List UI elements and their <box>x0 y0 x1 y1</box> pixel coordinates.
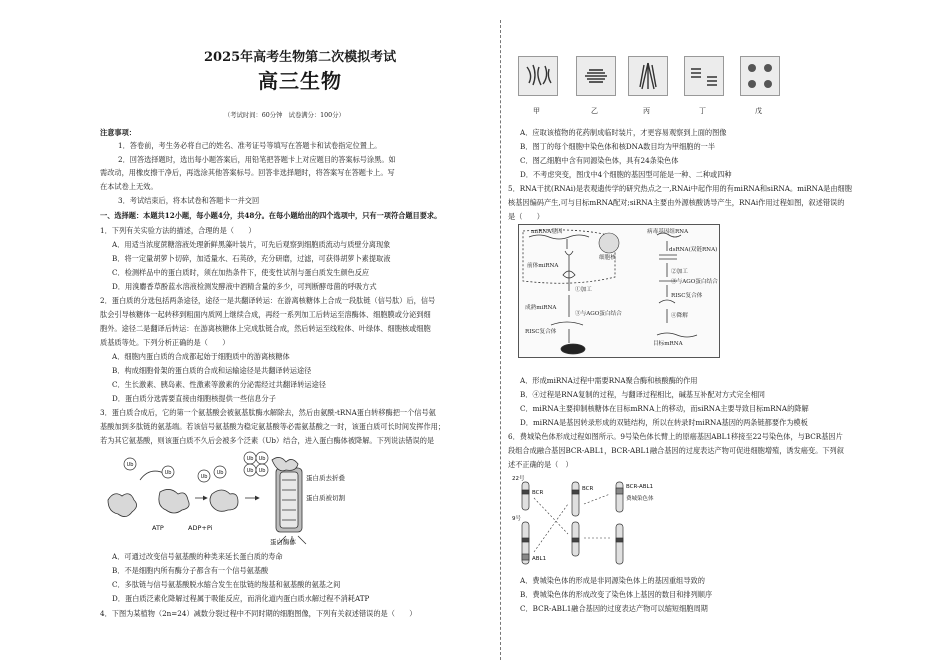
q3-option-b: B．不是细胞内所有酶分子都含有一个信号氨基酸 <box>112 566 269 575</box>
q3-stem-line: 基酸加到多肽链的氨基端。若该信号氨基酸为稳定氨基酸等必需氨基酸之一时，该蛋白质可长时间发挥作用； <box>100 422 446 431</box>
q5-option-b: B．④过程是RNA复制的过程，与翻译过程相比，碱基互补配对方式完全相同 <box>520 390 765 399</box>
cut-label: 蛋白质被切割 <box>306 494 345 502</box>
q4-option-c: C．图乙细胞中含有同源染色体，具有24条染色体 <box>520 156 679 165</box>
chr22-label: 22号 <box>512 476 525 482</box>
q4-option-b: B．图丁的每个细胞中染色体和核DNA数目均为甲细胞的一半 <box>520 142 716 151</box>
q3-stem-line: 3．蛋白质合成后，它的第一个氨基酸会被氨基肽酶水解除去，然后由氨酰-tRNA蛋白转移酶把一个信号氨 <box>100 408 436 417</box>
q5-option-c: C．miRNA主要抑制核糖体在目标mRNA上的移动，而siRNA主要导致目标mRNA的降解 <box>520 404 809 413</box>
q2-stem-line: 2．蛋白质的分选包括两条途径，途径一是共翻译转运：在游离核糖体上合成一段肽链（信号肽）后，信号 <box>100 296 436 305</box>
stage-label-bing: 丙 <box>643 107 650 115</box>
stage-image-yi <box>576 56 616 96</box>
q3-option-c: C．多肽链与信号氨基酸脱水缩合发生在肽链的羧基和氨基酸的氨基之间 <box>112 580 341 589</box>
ago-label: ③与AGO蛋白结合 <box>575 311 622 317</box>
q6-stem-line: 6．费城染色体形成过程如图所示。9号染色体长臂上的原癌基因ABL1移接至22号染色体，与BCR基因片 <box>508 432 843 441</box>
subject-title: 高三生物 <box>258 69 342 93</box>
pre-mirna-label: 前体miRNA <box>527 263 559 269</box>
ub-label: Ub <box>258 468 266 474</box>
note-line: 3．考试结束后，将本试卷和答题卡一并交回 <box>118 196 260 205</box>
ago2-label: ③与AGO蛋白结合 <box>671 279 718 285</box>
q2-option-a: A．细胞内蛋白质的合成都起始于细胞质中的游离核糖体 <box>112 352 290 361</box>
note-line: 2．回答选择题时，选出每小题答案后，用铅笔把答题卡上对应题目的答案标号涂黑。如 <box>118 155 396 164</box>
ubiquitin-proteasome-figure <box>100 450 360 546</box>
q5-stem-line: 5．RNA干扰(RNAi)是表观遗传学的研究热点之一,RNAi中起作用的有miRNA和siRNA。miRNA是由细胞 <box>508 184 852 193</box>
ub-label: Ub <box>126 462 134 468</box>
target-mrna-label: 目标mRNA <box>653 341 683 347</box>
ub-label: Ub <box>200 474 208 480</box>
unfold-label: 蛋白质去折叠 <box>306 474 345 482</box>
stage-image-bing <box>628 56 668 96</box>
q1-option-c: C．检测样品中的蛋白质时，须在加热条件下，使变性试剂与蛋白质发生颜色反应 <box>112 268 370 277</box>
section-heading: 一、选择题：本题共12小题，每小题4分，共48分。在每小题给出的四个选项中，只有一项符合题目要求。 <box>100 211 442 220</box>
q6-stem-line: 述不正确的是（ ） <box>508 460 573 469</box>
dsrna-label: dsRNA(双链RNA) <box>669 247 718 253</box>
ub-label: Ub <box>164 470 172 476</box>
bcr-label: BCR <box>532 490 544 496</box>
q2-option-c: C．生长激素、胰岛素、性激素等激素的分泌需经过共翻译转运途径 <box>112 380 326 389</box>
process2-label: ②加工 <box>671 269 688 275</box>
stage-label-jia: 甲 <box>533 107 540 115</box>
rnai-diagram <box>518 224 720 358</box>
q6-option-c: C．BCR-ABL1融合基因的过度表达产物可以缩短细胞周期 <box>520 604 708 613</box>
note-line: 需改动，用橡皮擦干净后，再选涂其他答案标号。回答非选择题时，将答案写在答题卡上。写 <box>100 168 395 177</box>
chr9-label: 9号 <box>512 516 521 522</box>
q6-stem-line: 段组合成融合基因BCR-ABL1，BCR-ABL1融合基因的过度表达产物可促进细胞增殖，诱发癌变。下列叙 <box>508 446 844 455</box>
translocation-figure <box>510 474 670 568</box>
virus-rna-label: 病毒基因组RNA <box>647 229 689 235</box>
q4-stem: 4．下图为某植物（2n=24）减数分裂过程中不同时期的细胞图像，下列有关叙述错误的是（ ） <box>100 609 417 618</box>
q1-option-b: B．将一定量胡萝卜切碎，加适量水、石英砂，充分研磨，过滤，可获得胡萝卜素提取液 <box>112 254 391 263</box>
risc-label: RISC复合体 <box>525 329 557 335</box>
note-line: 在本试卷上无效。 <box>100 182 158 191</box>
stage-label-wu: 戊 <box>755 107 762 115</box>
philadelphia-chromosome-label: 费城染色体 <box>626 496 654 502</box>
q1-stem: 1．下列有关实验方法的描述，合理的是（ ） <box>100 226 256 235</box>
mirna-gene-label: miRNA基因 <box>531 229 563 235</box>
proteasome-label: 蛋白酶体 <box>270 538 296 546</box>
q1-option-a: A．用适当浓度蔗糖溶液处理新鲜黑藻叶装片，可先后观察到细胞质流动与质壁分离现象 <box>112 240 391 249</box>
stage-image-jia <box>518 56 558 96</box>
process-label: ①加工 <box>575 287 592 293</box>
atp-label: ATP <box>152 524 164 532</box>
stage-image-wu <box>740 56 780 96</box>
q6-option-b: B．费城染色体的形成改变了染色体上基因的数目和排列顺序 <box>520 590 713 599</box>
q5-option-d: D．miRNA是基因转录形成的双链结构，所以在转录时miRNA基因的两条链都要作为模板 <box>520 418 808 427</box>
q2-option-b: B．构成细胞骨架的蛋白质的合成和运输途径是共翻译转运途径 <box>112 366 312 375</box>
q3-option-d: D．蛋白质泛素化降解过程属于吸能反应，而消化道内蛋白质水解过程不消耗ATP <box>112 594 370 603</box>
q3-stem-line: 若为其它氨基酸，则该蛋白质不久后会被多个泛素（Ub）结合，进入蛋白酶体被降解。下列说法错误的是 <box>100 436 435 445</box>
ub-label: Ub <box>246 456 254 462</box>
exam-info: （考试时间：60分钟 试卷满分：100分） <box>224 112 345 119</box>
stage-image-ding <box>684 56 724 96</box>
ub-label: Ub <box>258 456 266 462</box>
q2-option-d: D．蛋白质分选需要直接由细胞核提供一些信息分子 <box>112 394 276 403</box>
stage-label-yi: 乙 <box>591 107 598 115</box>
column-divider <box>500 20 501 660</box>
ub-label: Ub <box>216 470 224 476</box>
note-line: 1．答卷前，考生务必将自己的姓名、准考证号等填写在答题卡和试卷指定位置上。 <box>118 141 382 150</box>
q3-option-a: A．可通过改变信号氨基酸的种类来延长蛋白质的寿命 <box>112 552 283 561</box>
q5-stem-line: 是（ ） <box>508 212 544 221</box>
stage-label-ding: 丁 <box>699 107 706 115</box>
q2-stem-line: 质基质等处。下列分析正确的是（ ） <box>100 338 230 347</box>
adp-label: ADP+Pi <box>188 524 213 532</box>
q5-option-a: A．形成miRNA过程中需要RNA聚合酶和核酸酶的作用 <box>520 376 698 385</box>
abl1-label: ABL1 <box>532 556 547 562</box>
q1-option-d: D．用溴麝香草酚蓝水溶液检测发酵液中酒精含量的多少，可判断酵母菌的呼吸方式 <box>112 282 377 291</box>
mature-mirna-label: 成熟miRNA <box>525 305 557 311</box>
nucleus-label: 细胞核 <box>599 255 616 261</box>
degrade-label: ④降解 <box>671 313 688 319</box>
q6-option-a: A．费城染色体的形成是非同源染色体上的基因重组导致的 <box>520 576 705 585</box>
ub-label: Ub <box>246 468 254 474</box>
risc2-label: RISC复合体 <box>671 293 703 299</box>
fusion-gene-label: BCR-ABL1 <box>626 484 654 490</box>
q2-stem-line: 肽会引导核糖体一起转移到粗面内质网上继续合成，再经一系列加工后转运至溶酶体、细胞膜或分泌到细 <box>100 310 431 319</box>
q5-stem-line: 核基因编码产生,可与目标mRNA配对;siRNA主要由外源核酸诱导产生，RNAi作用过程如图，叙述错误的 <box>508 198 845 207</box>
exam-title: 2025年高考生物第二次模拟考试 <box>204 50 397 65</box>
bcr-label: BCR <box>582 486 594 492</box>
q4-option-a: A．应取该植物的花药制成临时装片，才更容易观察到上面的图像 <box>520 128 727 137</box>
notes-heading: 注意事项： <box>100 128 136 137</box>
q2-stem-line: 胞外。途径二是翻译后转运：在游离核糖体上完成肽链合成，然后转运至线粒体、叶绿体、细胞核或细胞 <box>100 324 431 333</box>
q4-option-d: D．不考虑突变，图戊中4个细胞的基因型可能是一种、二种或四种 <box>520 170 732 179</box>
